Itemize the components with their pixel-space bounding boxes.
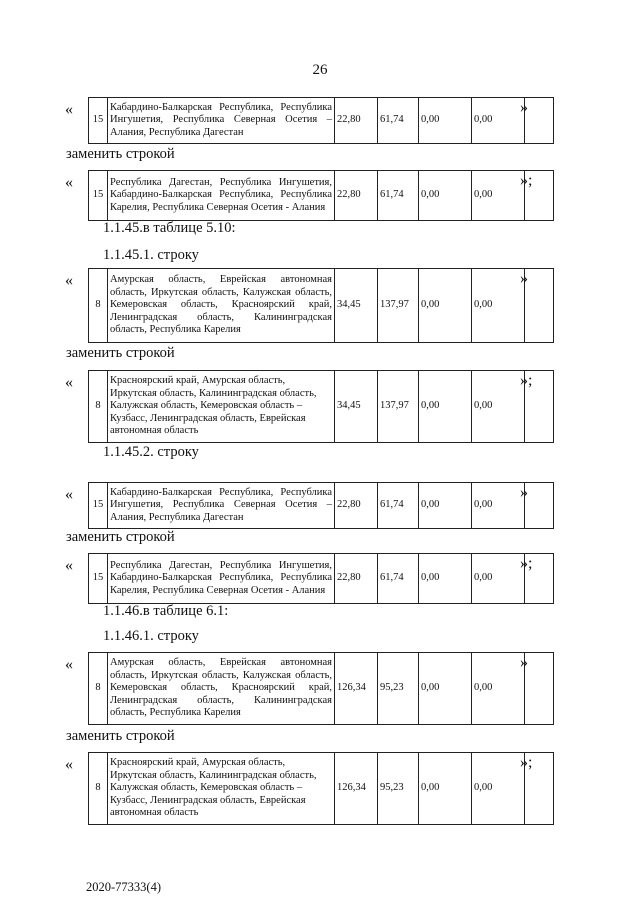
- opening-quote: «: [65, 272, 73, 289]
- document-code: 2020-77333(4): [86, 880, 161, 894]
- value-cell-4: 0,00: [472, 483, 525, 529]
- opening-quote: «: [65, 486, 73, 503]
- table-row: [88, 268, 554, 343]
- value-cell-4: 0,00: [472, 371, 525, 443]
- value-cell-3: 0,00: [419, 753, 472, 825]
- row-number: 8: [89, 653, 108, 725]
- value-cell-2: 95,23: [378, 653, 419, 725]
- row-number: 15: [89, 554, 108, 604]
- value-cell-1: 22,80: [335, 98, 378, 144]
- value-cell-3: 0,00: [419, 371, 472, 443]
- closing-quote: »;: [520, 372, 533, 389]
- opening-quote: «: [65, 756, 73, 773]
- closing-quote: »;: [520, 754, 533, 771]
- regions-cell: Республика Дагестан, Республика Ингушетия, Кабардино-Балкарская Республика, Республика Карелия, Республика Северная Осетия - Алания: [108, 171, 335, 221]
- replace-label: заменить строкой: [66, 529, 175, 545]
- row-number: 8: [89, 269, 108, 343]
- value-cell-4: 0,00: [472, 753, 525, 825]
- value-cell-3: 0,00: [419, 653, 472, 725]
- closing-quote: »: [520, 484, 528, 501]
- value-cell-2: 137,97: [378, 371, 419, 443]
- table-row: [88, 170, 554, 221]
- regions-cell: Республика Дагестан, Республика Ингушетия, Кабардино-Балкарская Республика, Республика Карелия, Республика Северная Осетия - Алания: [108, 554, 335, 604]
- row-number: 15: [89, 98, 108, 144]
- opening-quote: «: [65, 174, 73, 191]
- heading-1-1-45: 1.1.45.в таблице 5.10:: [103, 220, 236, 236]
- value-cell-2: 95,23: [378, 753, 419, 825]
- value-cell-4: 0,00: [472, 554, 525, 604]
- closing-quote: »;: [520, 172, 533, 189]
- closing-quote: »;: [520, 555, 533, 572]
- closing-quote: »: [520, 99, 528, 116]
- table-row: [88, 97, 554, 144]
- row-number: 8: [89, 371, 108, 443]
- value-cell-2: 61,74: [378, 98, 419, 144]
- regions-cell: Амурская область, Еврейская автономная область, Иркутская область, Калужская область, Кемеровская область, Красноярский край, Ленинградская область, Калининградская область, Республика Карелия: [108, 653, 335, 725]
- value-cell-1: 22,80: [335, 483, 378, 529]
- heading-1-1-46: 1.1.46.в таблице 6.1:: [103, 603, 229, 619]
- value-cell-2: 61,74: [378, 483, 419, 529]
- heading-1-1-45-1: 1.1.45.1. строку: [103, 247, 199, 263]
- value-cell-3: 0,00: [419, 483, 472, 529]
- table-row: [88, 370, 554, 443]
- row-number: 8: [89, 753, 108, 825]
- empty-cell: [525, 269, 554, 343]
- regions-cell: Кабардино-Балкарская Республика, Республика Ингушетия, Республика Северная Осетия – Алания, Республика Дагестан: [108, 483, 335, 529]
- replace-label: заменить строкой: [66, 146, 175, 162]
- table-row: [88, 652, 554, 725]
- value-cell-2: 61,74: [378, 554, 419, 604]
- row-number: 15: [89, 171, 108, 221]
- closing-quote: »: [520, 270, 528, 287]
- value-cell-1: 34,45: [335, 269, 378, 343]
- value-cell-2: 137,97: [378, 269, 419, 343]
- opening-quote: «: [65, 101, 73, 118]
- heading-1-1-45-2: 1.1.45.2. строку: [103, 444, 199, 460]
- value-cell-4: 0,00: [472, 171, 525, 221]
- opening-quote: «: [65, 656, 73, 673]
- value-cell-4: 0,00: [472, 98, 525, 144]
- value-cell-1: 126,34: [335, 753, 378, 825]
- regions-cell: Красноярский край, Амурская область, Иркутская область, Калининградская область, Калужская область, Кемеровская область – Кузбасс, Ленинградская область, Еврейская автономная область: [108, 753, 335, 825]
- empty-cell: [525, 98, 554, 144]
- value-cell-3: 0,00: [419, 554, 472, 604]
- value-cell-3: 0,00: [419, 269, 472, 343]
- value-cell-4: 0,00: [472, 269, 525, 343]
- value-cell-3: 0,00: [419, 171, 472, 221]
- closing-quote: »: [520, 654, 528, 671]
- regions-cell: Кабардино-Балкарская Республика, Республика Ингушетия, Республика Северная Осетия – Алания, Республика Дагестан: [108, 98, 335, 144]
- table-row: [88, 752, 554, 825]
- value-cell-1: 22,80: [335, 171, 378, 221]
- opening-quote: «: [65, 374, 73, 391]
- empty-cell: [525, 483, 554, 529]
- page-number: 26: [312, 62, 328, 78]
- value-cell-3: 0,00: [419, 98, 472, 144]
- regions-cell: Амурская область, Еврейская автономная область, Иркутская область, Калужская область, Кемеровская область, Красноярский край, Ленинградская область, Калининградская область, Республика Карелия: [108, 269, 335, 343]
- row-number: 15: [89, 483, 108, 529]
- opening-quote: «: [65, 557, 73, 574]
- empty-cell: [525, 653, 554, 725]
- value-cell-1: 34,45: [335, 371, 378, 443]
- value-cell-1: 126,34: [335, 653, 378, 725]
- value-cell-4: 0,00: [472, 653, 525, 725]
- replace-label: заменить строкой: [66, 345, 175, 361]
- heading-1-1-46-1: 1.1.46.1. строку: [103, 628, 199, 644]
- table-row: [88, 482, 554, 529]
- replace-label: заменить строкой: [66, 728, 175, 744]
- value-cell-1: 22,80: [335, 554, 378, 604]
- value-cell-2: 61,74: [378, 171, 419, 221]
- table-row: [88, 553, 554, 604]
- regions-cell: Красноярский край, Амурская область, Иркутская область, Калининградская область, Калужская область, Кемеровская область – Кузбасс, Ленинградская область, Еврейская автономная область: [108, 371, 335, 443]
